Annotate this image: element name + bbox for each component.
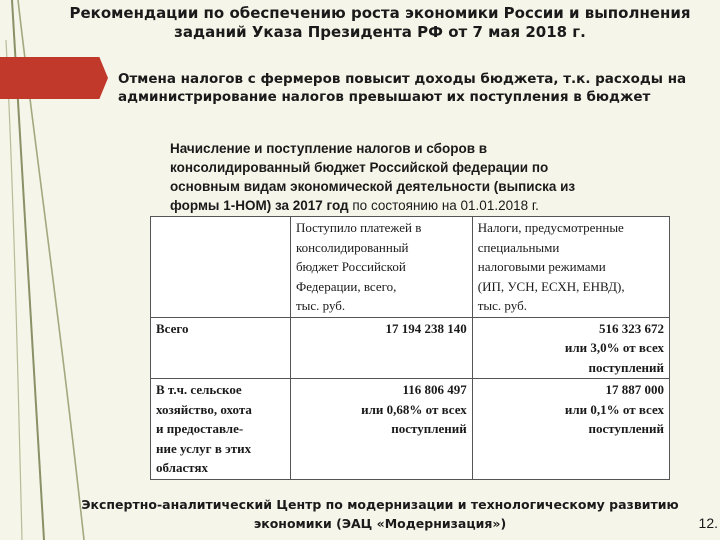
subtitle-line-1: Отмена налогов с фермеров повысит доходы бюджета, т.к. расходы на xyxy=(118,71,687,87)
cell-line: или 3,0% от всех xyxy=(564,340,664,355)
agriculture-payments-value xyxy=(290,379,472,480)
red-arrow-marker xyxy=(0,57,108,99)
header-cell-empty xyxy=(151,217,291,318)
cell-line: ние услуг в этих xyxy=(156,440,252,456)
cell-line: консолидированный xyxy=(295,239,409,255)
table-row-total xyxy=(151,317,670,379)
cell-line: областях xyxy=(156,460,208,475)
cell-line: специальными xyxy=(477,239,560,255)
cell-line: поступлений xyxy=(588,421,664,436)
slide-subtitle xyxy=(118,70,708,106)
cell-line: 17 887 000 xyxy=(605,382,664,397)
slide-footer xyxy=(60,495,700,533)
cell-line: Федерации, всего, xyxy=(295,278,397,294)
title-line-1: Рекомендации по обеспечению роста экономики России и выполнения xyxy=(69,4,691,22)
subtitle-line-2: администрирование налогов превышают их поступления в бюджет xyxy=(118,89,651,105)
cell-line: 516 323 672 xyxy=(599,320,664,336)
heading-line-4 xyxy=(170,196,670,215)
heading-line-4-rest: по состоянию на 01.01.2018 г. xyxy=(348,198,539,213)
row-label-total xyxy=(151,317,291,379)
heading-line-4-bold: формы 1-НОМ) за 2017 год xyxy=(170,198,349,213)
cell-line: 17 194 238 140 xyxy=(385,320,467,336)
slide-title xyxy=(60,4,700,42)
cell-line: В т.ч. сельское xyxy=(156,382,242,397)
cell-line: Налоги, предусмотренные xyxy=(477,220,624,235)
cell-line: или 0,68% от всех xyxy=(361,401,467,417)
table-header-row xyxy=(151,217,670,318)
cell-line: (ИП, УСН, ЕСХН, ЕНВД), xyxy=(477,278,625,294)
row-label-agriculture xyxy=(151,379,291,480)
agriculture-special-value xyxy=(472,379,669,480)
cell-line: бюджет Российской xyxy=(295,259,406,274)
cell-line: 116 806 497 xyxy=(402,382,467,397)
cell-line: поступлений xyxy=(588,359,664,375)
header-cell-total-payments xyxy=(290,217,472,318)
cell-line: тыс. руб. xyxy=(477,298,527,313)
heading-line-3: основным видам экономической деятельности (выписка из xyxy=(170,179,576,194)
heading-line-2: консолидированный бюджет Российской федерации по xyxy=(170,160,549,175)
cell-line: или 0,1% от всех xyxy=(564,401,664,417)
footer-line-2: экономики (ЭАЦ «Модернизация») xyxy=(253,516,507,531)
table-heading xyxy=(170,139,670,215)
cell-line: Всего xyxy=(156,320,189,336)
table-row-agriculture xyxy=(151,379,670,480)
cell-line: хозяйство, охота xyxy=(156,401,252,417)
total-special-value xyxy=(472,317,669,379)
cell-line: и предоставле- xyxy=(156,421,244,436)
header-cell-special-regimes xyxy=(472,217,669,318)
cell-line: налоговыми режимами xyxy=(477,259,606,274)
cell-line: Поступило платежей в xyxy=(295,220,422,235)
title-line-2: заданий Указа Президента РФ от 7 мая 2018 г. xyxy=(174,23,586,41)
page-number: 12. xyxy=(698,515,718,531)
tax-table xyxy=(150,216,670,480)
footer-line-1: Экспертно-аналитический Центр по модернизации и технологическому развитию xyxy=(81,497,679,512)
total-payments-value xyxy=(290,317,472,379)
cell-line: поступлений xyxy=(391,421,467,436)
heading-line-1: Начисление и поступление налогов и сборов в xyxy=(170,141,488,156)
cell-line: тыс. руб. xyxy=(295,298,346,313)
